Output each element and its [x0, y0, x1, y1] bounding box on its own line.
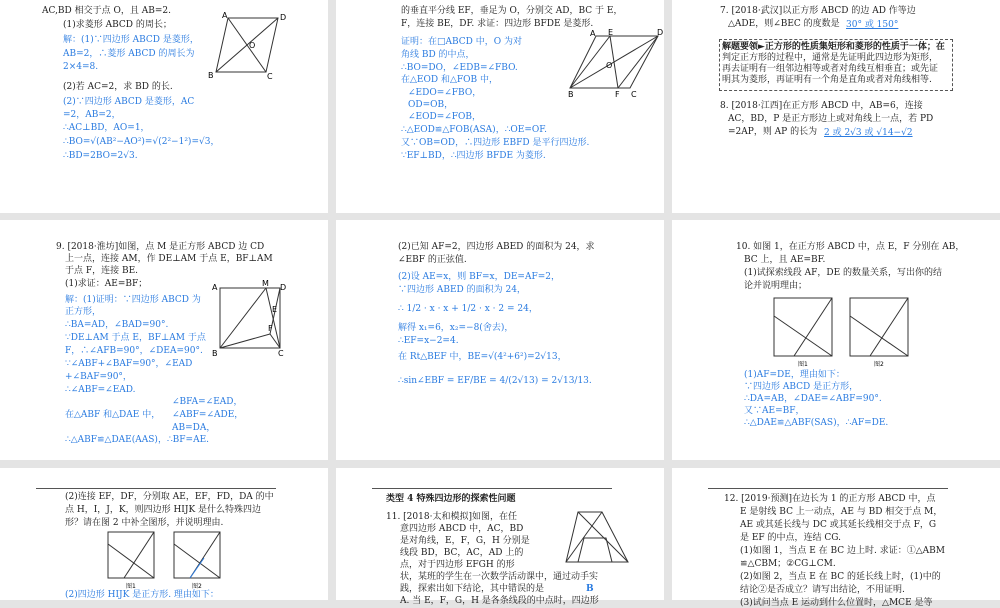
figure-caption: 图2	[874, 361, 884, 368]
answer-line: 在△EOD 和△FOB 中，	[401, 75, 498, 85]
answer-line: 在 Rt△BEF 中，BE=√(4²+6²)=2√13，	[398, 352, 567, 362]
answer-line: ∴△EOD≌△FOB(ASA)，∴OE=OF.	[401, 125, 547, 135]
text-line: (1)求证：AE=BF；	[65, 279, 148, 289]
text-line: (2)已知 AF=2，四边形 ABED 的面积为 24，求	[398, 242, 595, 252]
page-3	[672, 0, 1000, 213]
figure-2	[170, 530, 226, 592]
label-O: O	[606, 61, 613, 70]
rhombus-figure	[200, 8, 290, 80]
figure-2	[844, 294, 914, 368]
label-A: A	[222, 11, 228, 20]
question-8: =2AP，则 AP 的长为	[728, 127, 818, 137]
question-9: 上一点，连接 AM，作 DE⊥AM 于点 E，BF⊥AM	[65, 254, 273, 264]
answer-line: ∠BFA=∠EAD，	[172, 397, 243, 407]
question-11: 11. [2018·太和模拟]如图，在任	[386, 512, 517, 522]
parallelogram-figure	[568, 28, 664, 98]
label-D: D	[280, 283, 287, 292]
page-9	[672, 468, 1000, 608]
answer-line: 在△ABF 和△DAE 中，	[65, 410, 161, 420]
answer-line: =2，AB=2，	[63, 110, 121, 120]
figure-caption: 图1	[126, 583, 136, 590]
tip-line: 判定正方形的过程中，通常是先证明此四边形为矩形，	[722, 53, 939, 63]
label-E: E	[272, 305, 278, 314]
answer-line: (1)AF=DE，理由如下：	[744, 370, 845, 380]
answer-line: AB=DA，	[172, 423, 216, 433]
label-B: B	[212, 349, 218, 358]
page-2	[336, 0, 664, 213]
answer-line: ∠EDO=∠FBO，	[408, 88, 482, 98]
quadrilateral-figure	[562, 508, 634, 568]
answer-line: +∠BAF=90°，	[65, 372, 132, 382]
answer-line: ∴BO=DO，∠EDB=∠FBO.	[401, 63, 518, 73]
tip-line: 再去证明有一组邻边相等或者对角线互相垂直；或先证	[722, 64, 939, 74]
tip-line: 解题要领►正方形的性质集矩形和菱形的性质于一体；在	[722, 42, 945, 52]
label-C: C	[631, 90, 637, 99]
answer-line: ∴sin∠EBF = EF/BE = 4/(2√13) = 2√13/13.	[398, 376, 592, 386]
label-D: D	[657, 28, 664, 37]
question-11: 状，某班的学生在一次数学活动课中，通过动手实	[400, 572, 599, 582]
question-11: 践，探索出如下结论，其中错误的是	[400, 584, 545, 594]
answer-blank: 2 或 2√3 或 √14−√2	[824, 128, 913, 138]
answer-line: ∴BA=AD，∠BAD=90°.	[65, 320, 169, 330]
answer-blank: 30° 或 150°	[846, 20, 899, 30]
text-line: 形？请在图 2 中补全图形，并说明理由.	[65, 518, 224, 528]
label-F: F	[615, 90, 620, 99]
question-10: (1)试探索线段 AF，DE 的数量关系，写出你的结	[744, 268, 943, 278]
answer-line: ∵∠ABF+∠BAF=90°，∠EAD	[65, 359, 193, 369]
page-5	[336, 220, 664, 460]
answer-choice: B	[586, 584, 594, 594]
question-12: 12. [2019·预测]在边长为 1 的正方形 ABCD 中，点	[724, 494, 936, 504]
figure-1	[768, 294, 838, 368]
answer-line: (2)设 AE=x，则 BF=x，DE=AF=2，	[398, 272, 560, 282]
square-figure	[212, 279, 287, 360]
answer-line: (2)四边形 HIJK 是正方形. 理由如下：	[65, 590, 219, 600]
question-9: 于点 F，连接 BE.	[65, 266, 139, 276]
label-E: E	[608, 28, 614, 37]
answer-line: (2)∵四边形 ABCD 是菱形，AC	[63, 97, 195, 107]
question-12: ≌△CBM；②CG⊥CM.	[740, 559, 836, 569]
label-C: C	[267, 72, 273, 81]
question-11: 意四边形 ABCD 中，AC，BD	[400, 524, 524, 534]
text-line: (2)连接 EF，DF，分别取 AE，EF，FD，DA 的中	[65, 492, 274, 502]
answer-line: 2×4=8.	[63, 62, 99, 72]
page-4	[0, 220, 328, 460]
answer-line: 角线 BD 的中点，	[401, 50, 475, 60]
figure-caption: 图2	[192, 583, 202, 590]
question-10: 10. 如图 1，在正方形 ABCD 中，点 E，F 分别在 AB，	[736, 242, 965, 252]
figure-1	[104, 530, 160, 592]
question-11: 点，对于四边形 EFGH 的形	[400, 560, 515, 570]
answer-line: ∵DE⊥AM 于点 E，BF⊥AM 于点	[65, 333, 206, 343]
answer-line: ∵EF⊥BD，∴四边形 BFDE 为菱形.	[401, 151, 546, 161]
question-12: AE 或其延长线与 DC 或其延长线相交于点 F，G	[740, 520, 937, 530]
page-8	[336, 468, 664, 606]
answer-line: ∠ABF=∠ADE，	[172, 410, 244, 420]
answer-line: ∴DA=AB，∠DAE=∠ABF=90°.	[744, 394, 882, 404]
answer-line: ∴AC⊥BD，AO=1，	[63, 123, 150, 133]
question-12: (1)如图 1，当点 E 在 BC 边上时. 求证：①△ABM	[740, 546, 945, 556]
answer-line: ∵四边形 ABCD 是正方形，	[744, 382, 859, 392]
question-12: (2)如图 2，当点 E 在 BC 的延长线上时，(1)中的	[740, 572, 941, 582]
question-11: 线段 BD，BC，AC，AD 上的	[400, 548, 524, 558]
answer-line: ∵四边形 ABED 的面积为 24，	[398, 285, 526, 295]
label-O: O	[249, 41, 256, 50]
question-11: A. 当 E，F，G，H 是各条线段的中点时，四边形	[400, 596, 599, 606]
question-7: 7. [2018·武汉]以正方形 ABCD 的边 AD 作等边	[720, 6, 916, 16]
answer-line: 正方形，	[65, 307, 102, 317]
question-12: 结论②是否成立？请写出结论，不用证明.	[740, 585, 905, 595]
answer-line: AB=2，∴菱形 ABCD 的周长为	[63, 49, 195, 59]
answer-line: ∴EF=x−2=4.	[398, 336, 459, 346]
figure-caption: 图1	[798, 361, 808, 368]
page-6	[672, 220, 1000, 460]
answer-line: 解：(1)∵四边形 ABCD 是菱形，	[63, 35, 199, 45]
text-line: 的垂直平分线 EF，垂足为 O，分别交 AD，BC 于 E，	[401, 6, 623, 16]
answer-line: 又∵OB=OD，∴四边形 EBFD 是平行四边形.	[401, 138, 590, 148]
question-11: 是对角线，E，F，G，H 分别是	[400, 536, 530, 546]
question-12: E 是射线 BC 上一动点，AE 与 BD 相交于点 M，	[740, 507, 943, 517]
answer-line: ∴△DAE≌△ABF(SAS)，∴AF=DE.	[744, 418, 889, 428]
divider	[372, 488, 612, 489]
divider	[36, 488, 276, 489]
text-line: (1)求菱形 ABCD 的周长；	[63, 20, 172, 30]
label-A: A	[590, 29, 596, 38]
label-D: D	[280, 13, 287, 22]
answer-line: OD=OB，	[408, 100, 454, 110]
question-7: △ADE，则∠BEC 的度数是	[728, 19, 840, 29]
answer-line: F，∴∠AFB=90°，∠DEA=90°.	[65, 346, 203, 356]
page-1	[0, 0, 328, 213]
question-12: (3)试问当点 E 运动到什么位置时，△MCE 是等	[740, 598, 933, 608]
answer-line: 解：(1)证明：∵四边形 ABCD 为	[65, 295, 201, 305]
label-B: B	[568, 90, 574, 99]
label-B: B	[208, 71, 214, 80]
text-line: (2)若 AC=2，求 BD 的长.	[63, 82, 173, 92]
question-10: 论并说明理由；	[744, 281, 808, 291]
question-12: 是 EF 的中点，连结 CG.	[740, 533, 842, 543]
answer-line: 又∵AE=BF，	[744, 406, 805, 416]
label-M: M	[262, 279, 269, 288]
page-7	[0, 468, 328, 600]
label-A: A	[212, 283, 218, 292]
tip-line: 明其为菱形，再证明有一个角是直角或者对角线相等.	[722, 75, 932, 85]
question-9: 9. [2018·淮坊]如图，点 M 是正方形 ABCD 边 CD	[56, 242, 265, 252]
question-10: BC 上，且 AE=BF.	[744, 255, 826, 265]
label-C: C	[278, 349, 284, 358]
answer-line: 解得 x₁=6，x₂=−8(舍去)，	[398, 323, 514, 333]
answer-line: 证明：在□ABCD 中，O 为对	[401, 37, 522, 47]
divider	[708, 488, 948, 489]
answer-line: ∴∠ABF=∠EAD.	[65, 385, 136, 395]
question-8: AC，BD，P 是正方形边上或对角线上一点，若 PD	[728, 114, 934, 124]
text-line: ∠EBF 的正弦值.	[398, 255, 467, 265]
section-heading: 类型 4 特殊四边形的探索性问题	[386, 494, 516, 504]
answer-line: ∠EOD=∠FOB，	[408, 112, 482, 122]
label-F: F	[268, 324, 273, 333]
text-line: F，连接 BE，DF. 求证：四边形 BFDE 是菱形.	[401, 19, 594, 29]
answer-line: ∴ 1/2 · x · x + 1/2 · x · 2 = 24，	[398, 304, 538, 314]
answer-line: ∴△ABF≌△DAE(AAS)，∴BF=AE.	[65, 435, 209, 445]
question-8: 8. [2018·江西]在正方形 ABCD 中，AB=6，连接	[720, 101, 923, 111]
answer-line: ∴BO=√(AB²−AO²)=√(2²−1²)=√3，	[63, 137, 220, 147]
answer-line: ∴BD=2BO=2√3.	[63, 151, 138, 161]
text-line: 点 H，I，J，K，则四边形 HIJK 是什么特殊四边	[65, 505, 262, 515]
text-line: AC,BD 相交于点 O，且 AB=2.	[42, 6, 171, 16]
